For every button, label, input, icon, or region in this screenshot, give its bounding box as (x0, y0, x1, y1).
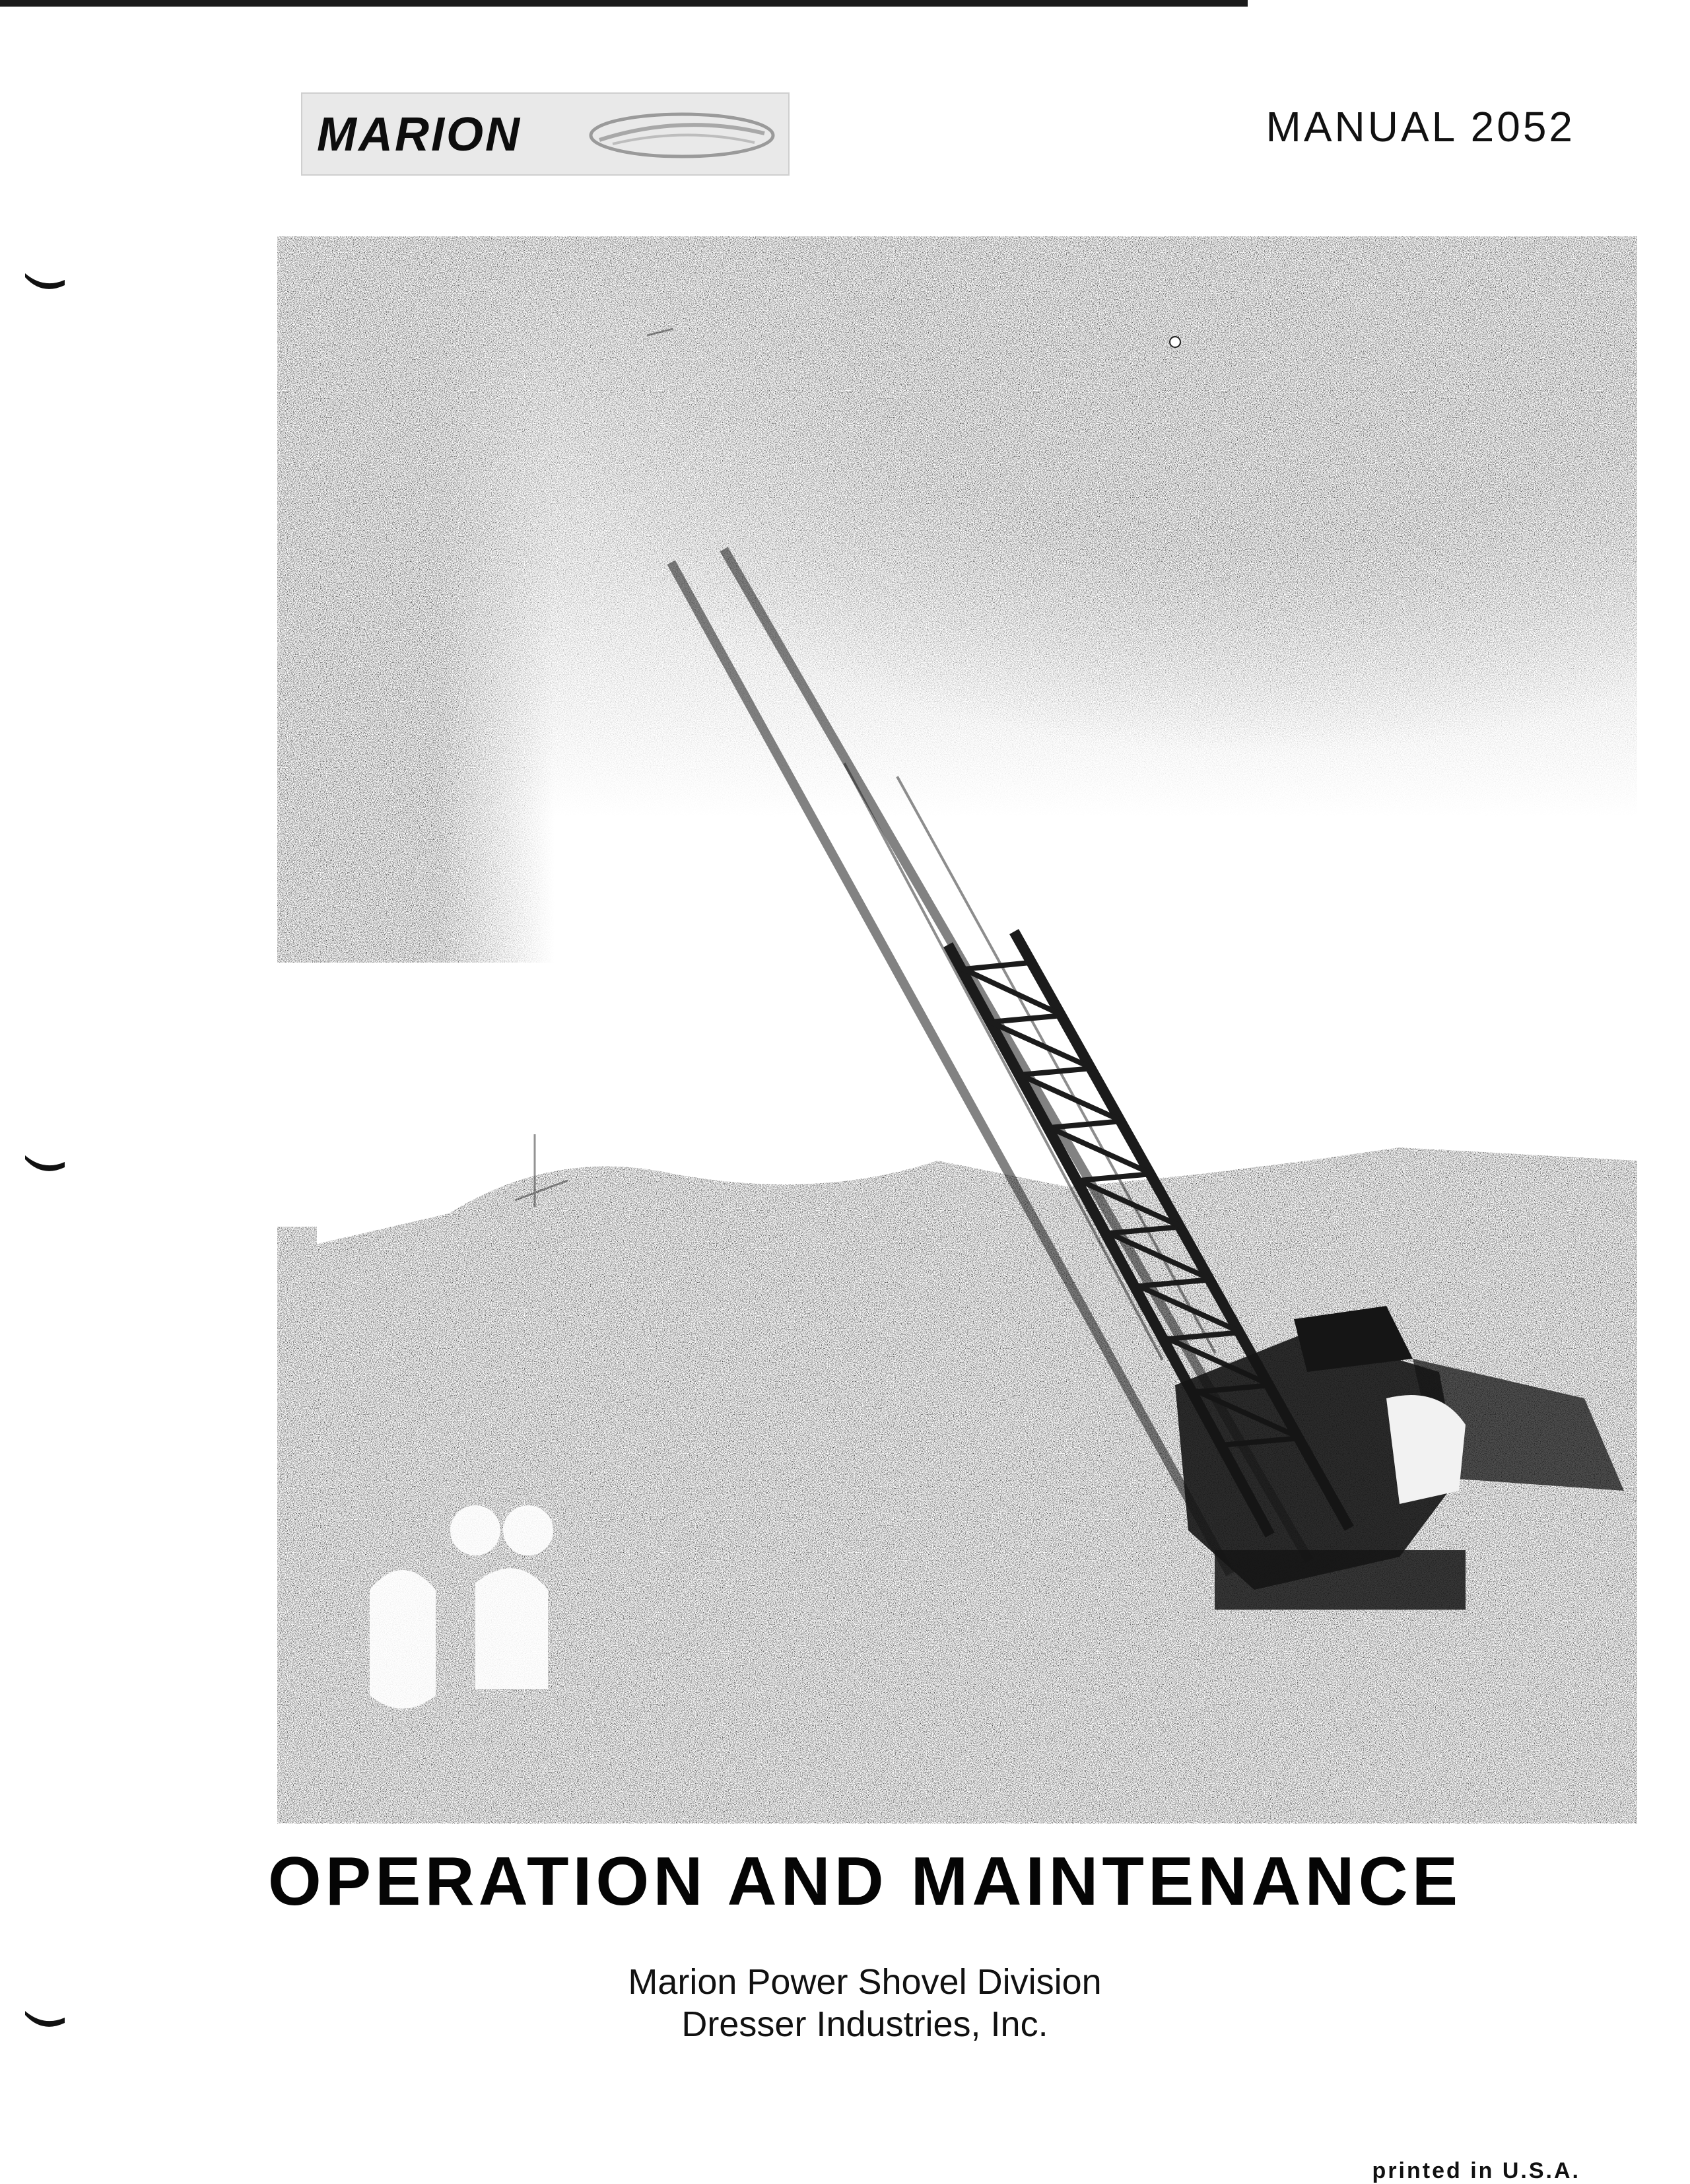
brand-logo-emblem (586, 107, 778, 164)
top-rule (0, 0, 1248, 7)
publisher-division: Marion Power Shovel Division (628, 1962, 1102, 2002)
cover-title: OPERATION AND MAINTENANCE (267, 1843, 1462, 1920)
dragline-photo-illustration (277, 236, 1637, 1824)
binder-hole-mark (24, 1151, 66, 1174)
cover-photo-dragline (277, 236, 1637, 1824)
binder-hole-mark (24, 269, 66, 292)
manual-number: MANUAL 2052 (1266, 103, 1575, 151)
brand-logo-text: MARION (317, 108, 522, 161)
printed-in-usa: printed in U.S.A. (1372, 2158, 1580, 2183)
publisher-block (0, 1961, 1690, 2045)
brand-logo (301, 92, 790, 176)
publisher-company: Dresser Industries, Inc. (681, 2004, 1048, 2044)
